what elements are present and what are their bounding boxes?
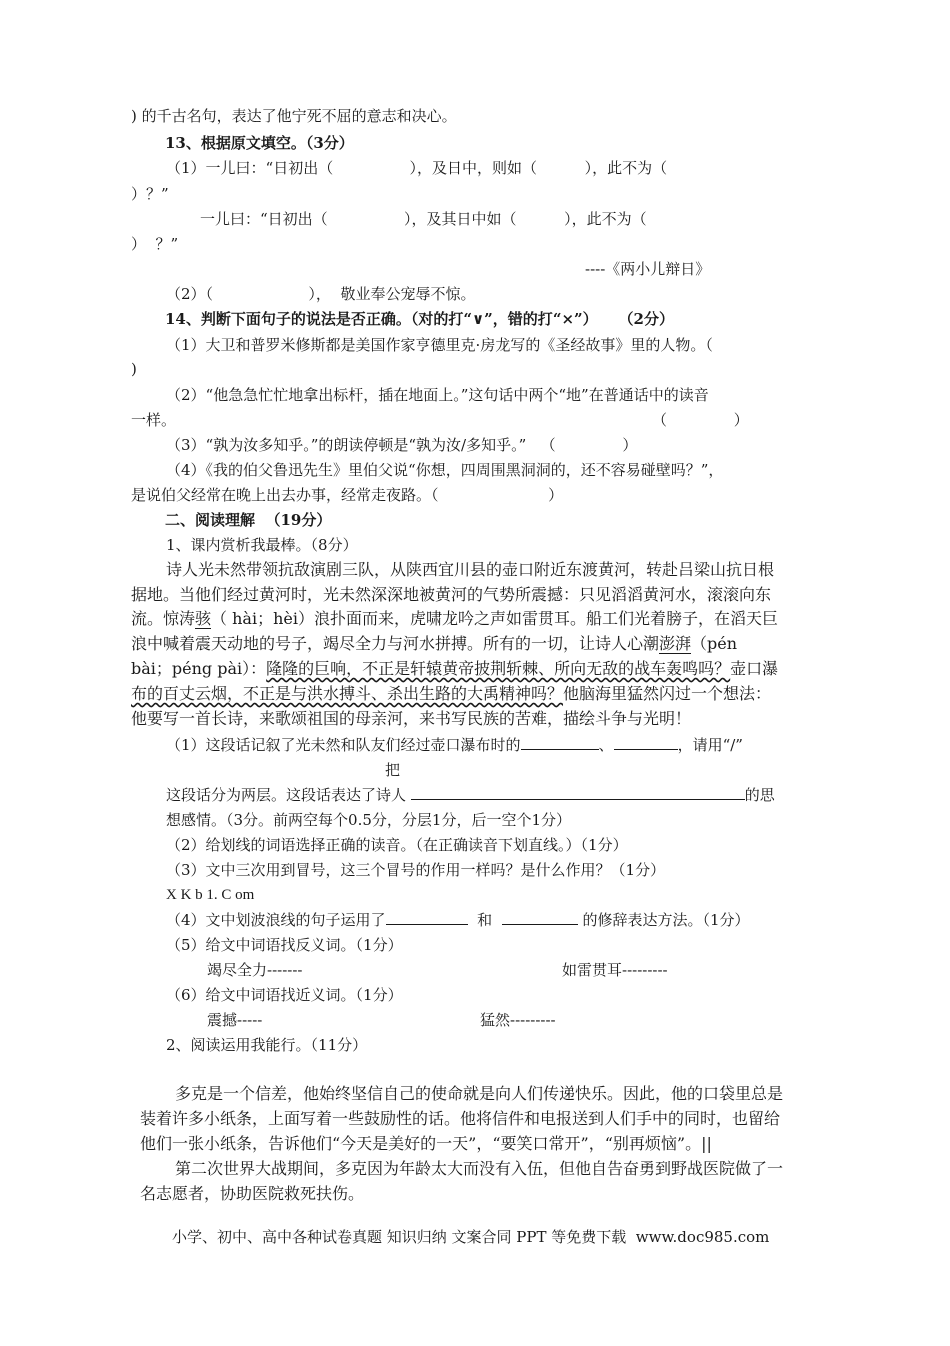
text-line: 把 — [385, 761, 401, 779]
passage-line: 装着许多小纸条，上面写着一些鼓励性的话。他将信件和电报送到人们手中的同时，也留给 — [140, 1109, 781, 1128]
wavy-underlined-sentence: 布的百丈云烟，不正是与洪水搏斗、杀出生路的大禹精神吗？ — [131, 684, 564, 703]
text-line: （1）大卫和普罗米修斯都是美国作家亨德里克·房龙写的《圣经故事》里的人物。（ — [166, 336, 713, 354]
question-14-heading: 14、判断下面句子的说法是否正确。（对的打“∨”，错的打“×”） （2分） — [165, 310, 674, 328]
text-line: 想感情。（3分。前两空每个0.5分，分层1分，后一空个1分） — [166, 811, 571, 829]
passage-line: 据地。当他们经过黄河时，光未然深深地被黄河的气势所震撼：只见滔滔黄河水，滚滚向东 — [131, 585, 772, 604]
footer: 小学、初中、高中各种试卷真题 知识归纳 文案合同 PPT 等免费下载 www.doc985.com — [172, 1228, 770, 1246]
passage-line: 诗人光未然带领抗敌演剧三队，从陕西宜川县的壶口附近东渡黄河，转赴吕梁山抗日根 — [166, 560, 775, 579]
passage-line: 他们一张小纸条，告诉他们“今天是美好的一天”，“要笑口常开”，“别再烦恼”。|| — [140, 1134, 712, 1153]
answer-blank: （ ） — [652, 411, 749, 429]
passage-line: 布的百丈云烟，不正是与洪水搏斗、杀出生路的大禹精神吗？他脑海里猛然闪过一个想法： — [131, 684, 772, 703]
underlined-word: 骇 — [195, 609, 212, 628]
word-item: 竭尽全力------- — [207, 961, 303, 979]
passage-line: 多克是一个信差，他始终坚信自己的使命就是向人们传递快乐。因此，他的口袋里总是 — [175, 1084, 784, 1103]
section-heading: 二、阅读理解 （19分） — [165, 511, 332, 529]
underlined-word: 澎湃 — [659, 634, 692, 653]
text-line: ) — [131, 360, 137, 378]
word-item: 如雷贯耳--------- — [562, 961, 668, 979]
question-13-heading: 13、根据原文填空。（3分） — [165, 134, 354, 152]
question-line: （1）这段话记叙了光未然和队友们经过壶口瀑布时的 、 ，请用“/” — [166, 736, 743, 754]
answer-blank[interactable] — [502, 910, 578, 925]
word-item: 猛然--------- — [480, 1011, 556, 1029]
question-line: （6）给文中词语找近义词。（1分） — [166, 986, 403, 1004]
answer-blank[interactable] — [521, 735, 599, 750]
question-line: （4）文中划波浪线的句子运用了 和 的修辞表达方法。（1分） — [166, 911, 750, 929]
text-line: （4）《我的伯父鲁迅先生》里伯父说“你想，四周围黑洞洞的，还不容易碰壁吗？”， — [166, 461, 724, 479]
subsection-heading: 1、课内赏析我最棒。（8分） — [166, 536, 358, 554]
question-line: 这段话分为两层。这段话表达了诗人 的思 — [166, 786, 775, 804]
word-item: 震撼----- — [207, 1011, 263, 1029]
passage-line: 名志愿者，协助医院救死扶伤。 — [140, 1184, 365, 1203]
passage-line: 流。惊涛骇（ hài；hèi）浪扑面而来，虎啸龙吟之声如雷贯耳。船工们光着膀子，在滔天巨 — [131, 609, 778, 628]
answer-blank[interactable] — [386, 910, 468, 925]
subsection-heading: 2、阅读运用我能行。（11分） — [166, 1036, 368, 1054]
passage-line: 浪中喊着震天动地的号子，竭尽全力与河水拼搏。所有的一切，让诗人心潮澎湃（pén — [131, 634, 738, 653]
text-line: 一样。 — [131, 411, 177, 429]
text-line: 是说伯父经常在晚上出去办事，经常走夜路。（ ） — [131, 486, 564, 504]
answer-blank[interactable] — [411, 785, 745, 800]
text-line: （3）“孰为汝多知乎。”的朗读停顿是“孰为汝/多知乎。” （ ） — [166, 436, 638, 454]
text-line: ） ？” — [131, 235, 179, 253]
wavy-underlined-sentence: 隆隆的巨响，不正是轩辕黄帝披荆斩棘、所向无敌的战车轰鸣吗？ — [266, 659, 731, 678]
source-citation: ----《两小儿辩日》 — [585, 260, 711, 278]
answer-blank[interactable] — [614, 735, 678, 750]
text-line: ) 的千古名句，表达了他宁死不屈的意志和决心。 — [131, 107, 457, 125]
question-line: （5）给文中词语找反义词。（1分） — [166, 936, 403, 954]
text-line: （1）一儿曰：“日初出（ ），及日中，则如（ ），此不为（ — [166, 159, 668, 177]
passage-line: bài；péng pài）：隆隆的巨响，不正是轩辕黄帝披荆斩棘、所向无敌的战车轰鸣吗？壶口瀑 — [131, 659, 779, 678]
text-line: （2）“他急急忙忙地拿出标杆，插在地面上。”这句话中两个“地”在普通话中的读音 — [166, 386, 709, 404]
text-line: （2）（ ）， 敬业奉公宠辱不惊。 — [166, 285, 476, 303]
text-line: ）？” — [131, 185, 169, 203]
question-line: （2）给划线的词语选择正确的读音。（在正确读音下划直线。）（1分） — [166, 836, 628, 854]
passage-line: 第二次世界大战期间，多克因为年龄太大而没有入伍，但他自告奋勇到野战医院做了一 — [175, 1159, 784, 1178]
passage-line: 他要写一首长诗，来歌颂祖国的母亲河，来书写民族的苦难，描绘斗争与光明！ — [131, 709, 692, 728]
question-line: （3）文中三次用到冒号，这三个冒号的作用一样吗？是什么作用？（1分） — [166, 861, 666, 879]
text-line: 一儿曰：“日初出（ ），及其日中如（ ），此不为（ — [200, 210, 647, 228]
watermark-text: X K b 1. C om — [166, 887, 255, 903]
